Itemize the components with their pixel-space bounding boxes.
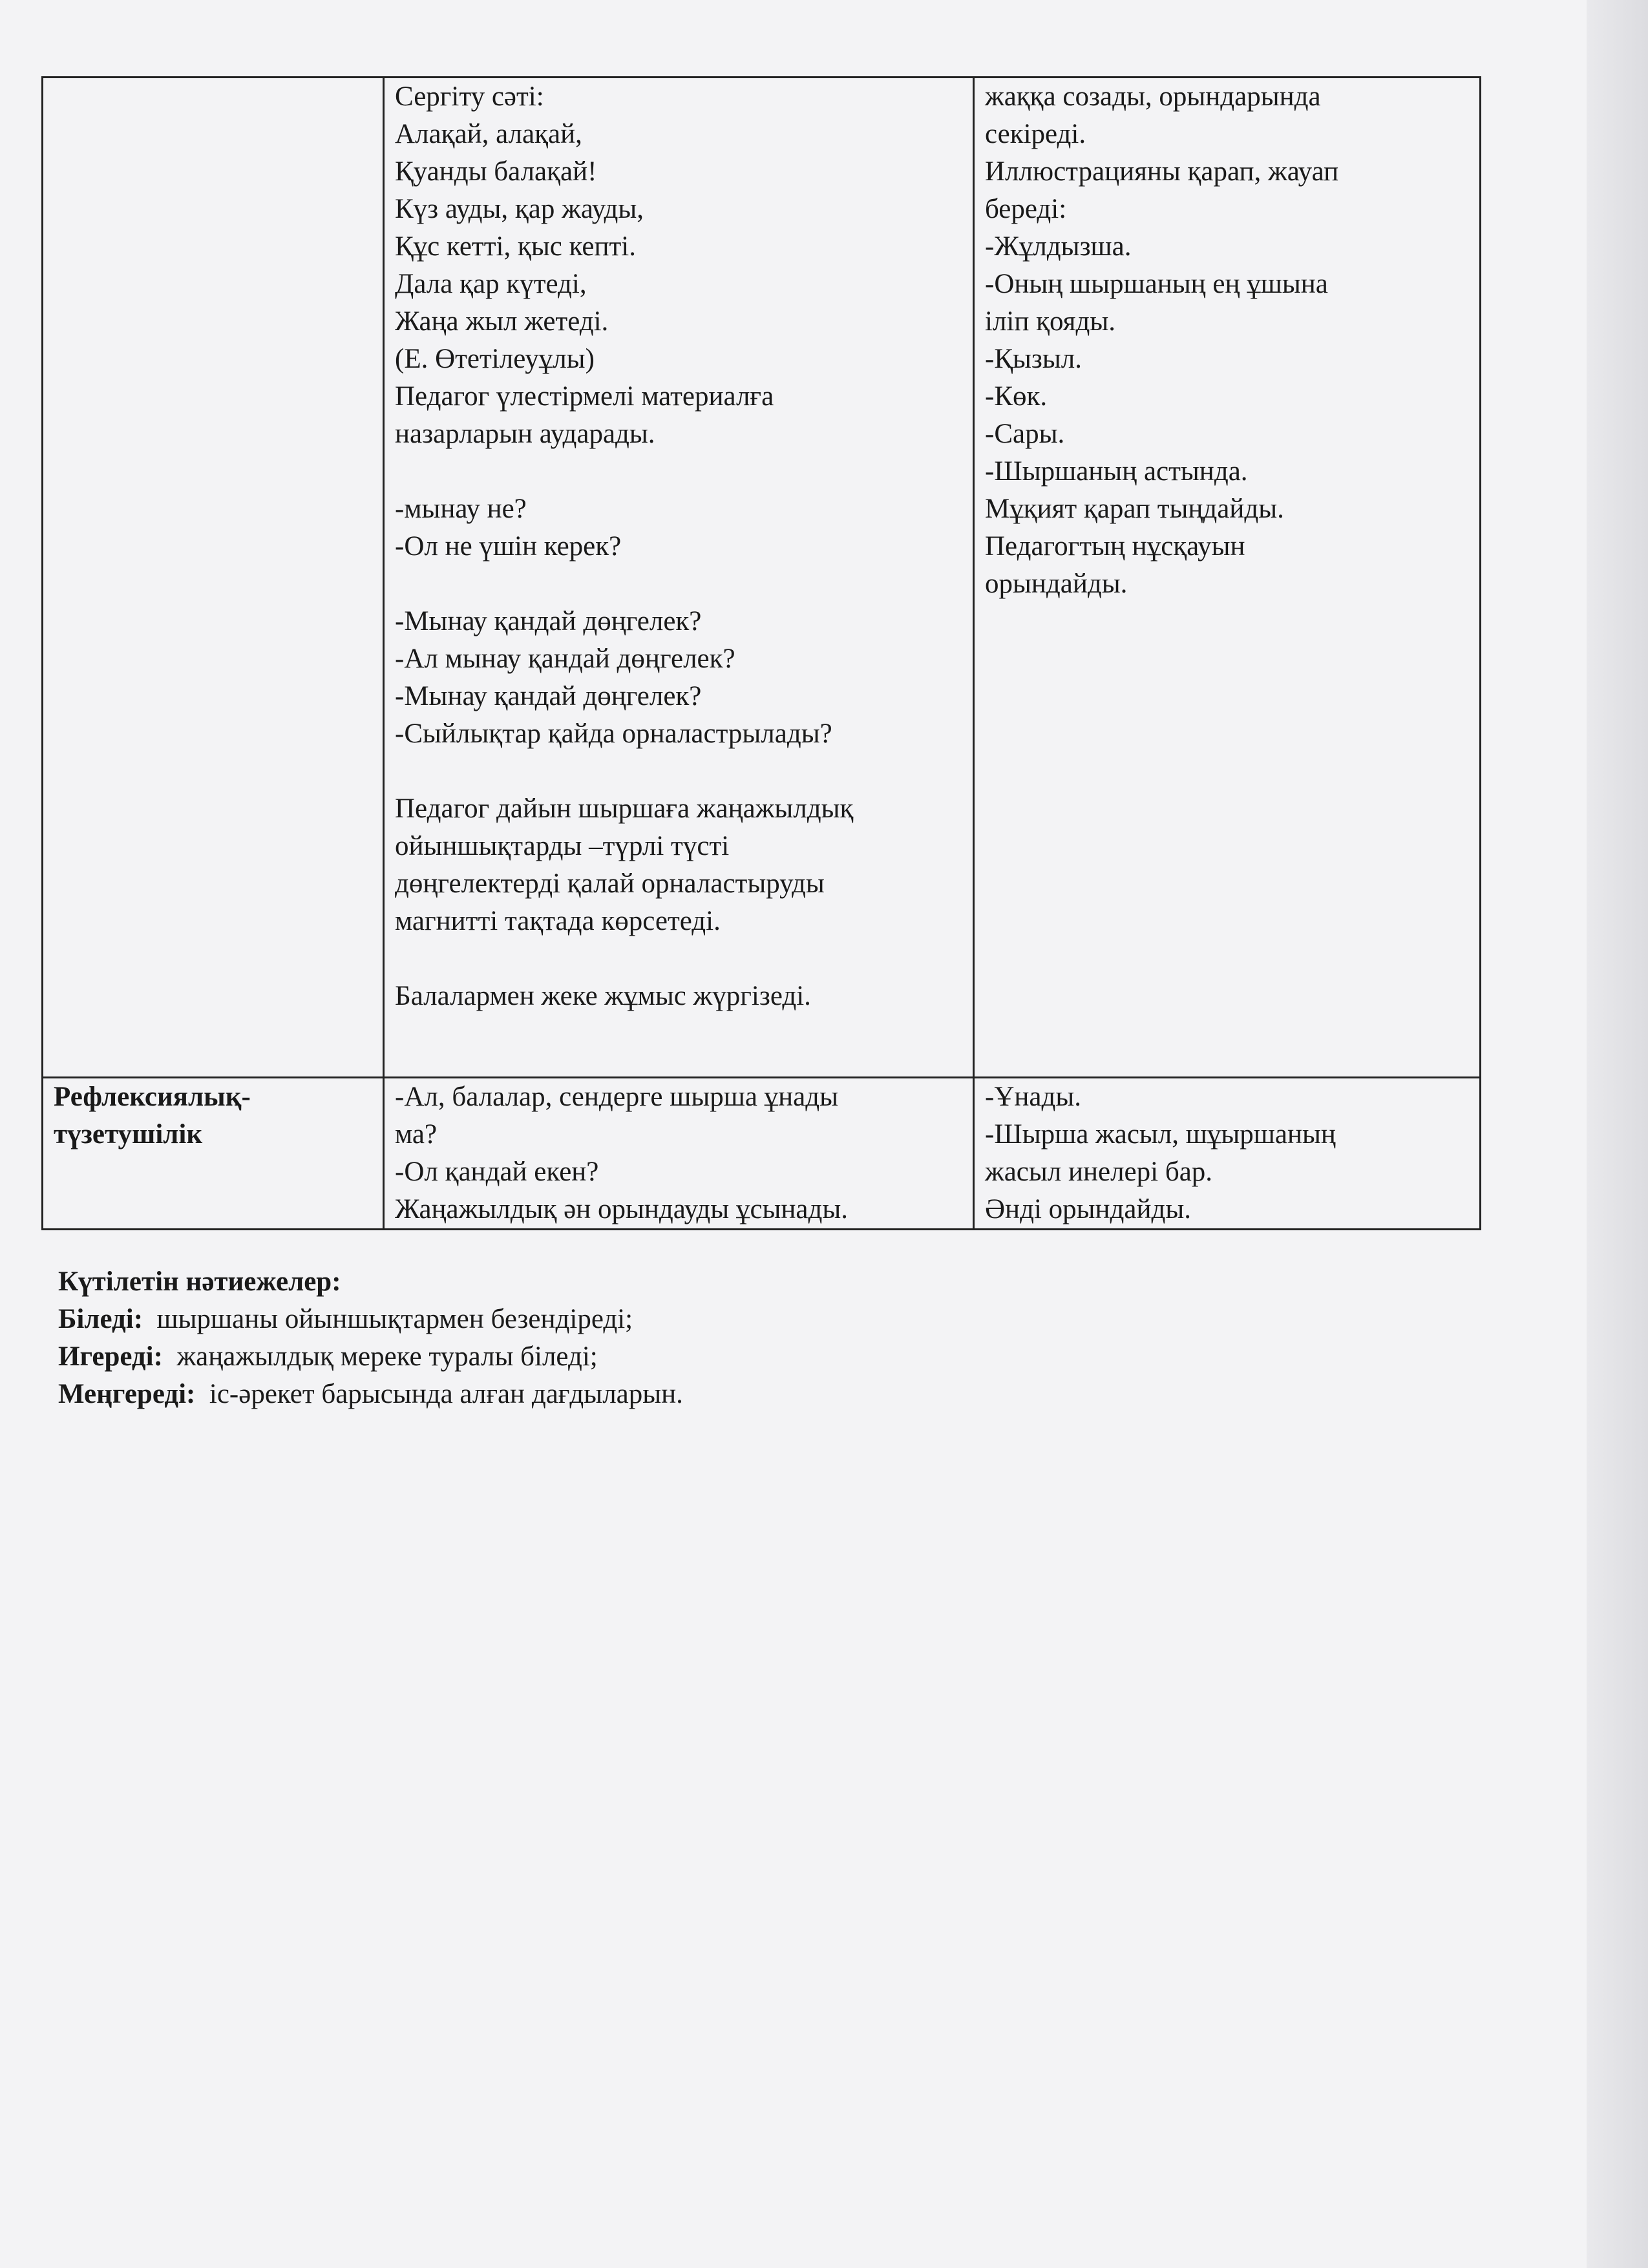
cell-line: Иллюстрацияны қарап, жауап bbox=[985, 156, 1339, 187]
expected-results bbox=[58, 1263, 683, 1413]
cell-line: Сергіту сәті: bbox=[395, 81, 544, 112]
stage-cell bbox=[43, 1078, 384, 1230]
cell-line bbox=[395, 753, 962, 790]
cell-line: -Жұлдызша. bbox=[985, 231, 1132, 262]
cell-line: -Мынау қандай дөңгелек? bbox=[395, 606, 702, 636]
cell-line: ма? bbox=[395, 1119, 438, 1150]
cell-line: -Ол қандай екен? bbox=[395, 1157, 599, 1187]
cell-line: жаққа созады, орындарында bbox=[985, 81, 1321, 112]
result-item bbox=[58, 1376, 683, 1413]
cell-line: -Шырша жасыл, шұыршаның bbox=[985, 1119, 1336, 1150]
cell-line: Рефлексиялық- bbox=[54, 1082, 251, 1112]
cell-line: -Қызыл. bbox=[985, 344, 1082, 374]
cell-line: Құс кетті, қыс кепті. bbox=[395, 231, 636, 262]
cell-line: жасыл инелері бар. bbox=[985, 1157, 1213, 1187]
result-text: шыршаны ойыншықтармен безендіреді; bbox=[156, 1304, 633, 1334]
cell-line: -Ұнады. bbox=[985, 1082, 1081, 1112]
cell-line: Дала қар күтеді, bbox=[395, 269, 587, 299]
cell-line: Әнді орындайды. bbox=[985, 1194, 1192, 1224]
cell-line: дөңгелектерді қалай орналастыруды bbox=[395, 868, 825, 899]
cell-line: Жаңа жыл жетеді. bbox=[395, 306, 609, 337]
cell-line bbox=[395, 940, 962, 978]
cell-line: Балалармен жеке жұмыс жүргізеді. bbox=[395, 981, 811, 1011]
cell-line: -Ал, балалар, сендерге шырша ұнады bbox=[395, 1082, 839, 1112]
teacher-cell bbox=[384, 78, 974, 1078]
cell-line: -Оның шыршаның ең ұшына bbox=[985, 269, 1328, 299]
cell-line: назарларын аударады. bbox=[395, 419, 655, 449]
result-item bbox=[58, 1301, 683, 1338]
cell-line: секіреді. bbox=[985, 119, 1086, 149]
table-row bbox=[43, 1078, 1481, 1230]
result-label: Игереді: bbox=[58, 1341, 163, 1372]
teacher-cell bbox=[384, 1078, 974, 1230]
lesson-table bbox=[41, 76, 1481, 1230]
cell-line: -мынау не? bbox=[395, 494, 527, 524]
cell-line: (Е. Өтетілеуұлы) bbox=[395, 344, 595, 374]
cell-line: іліп қояды. bbox=[985, 306, 1115, 337]
result-label: Меңгереді: bbox=[58, 1379, 196, 1409]
cell-line: Жаңажылдық ән орындауды ұсынады. bbox=[395, 1194, 849, 1224]
children-cell bbox=[974, 78, 1481, 1078]
cell-line: ойыншықтарды –түрлі түсті bbox=[395, 831, 730, 861]
cell-line bbox=[395, 565, 962, 603]
result-item bbox=[58, 1338, 683, 1376]
result-text: жаңажылдық мереке туралы біледі; bbox=[176, 1341, 598, 1372]
cell-line: Педагог үлестірмелі материалға bbox=[395, 381, 774, 412]
cell-line bbox=[395, 453, 962, 490]
cell-line: Мұқият қарап тыңдайды. bbox=[985, 494, 1284, 524]
result-text: іс-әрекет барысында алған дағдыларын. bbox=[209, 1379, 683, 1409]
cell-line: орындайды. bbox=[985, 569, 1128, 599]
table-row bbox=[43, 78, 1481, 1078]
cell-line: -Шыршаның астында. bbox=[985, 456, 1248, 487]
cell-line: -Көк. bbox=[985, 381, 1048, 412]
cell-line: Алақай, алақай, bbox=[395, 119, 582, 149]
children-cell bbox=[974, 1078, 1481, 1230]
cell-line: -Сыйлықтар қайда орналастрылады? bbox=[395, 719, 832, 749]
cell-line: Қуанды балақай! bbox=[395, 156, 597, 187]
stage-cell bbox=[43, 78, 384, 1078]
cell-line: Педагогтың нұсқауын bbox=[985, 531, 1245, 562]
results-heading: Күтілетін нәтиежелер: bbox=[58, 1266, 341, 1297]
cell-line: -Мынау қандай дөңгелек? bbox=[395, 681, 702, 711]
cell-line: -Сары. bbox=[985, 419, 1065, 449]
cell-line: Күз ауды, қар жауды, bbox=[395, 194, 644, 224]
cell-line: магнитті тақтада көрсетеді. bbox=[395, 906, 721, 936]
cell-line: береді: bbox=[985, 194, 1067, 224]
cell-line: түзетушілік bbox=[54, 1119, 203, 1150]
result-label: Біледі: bbox=[58, 1304, 143, 1334]
page-edge-shadow bbox=[1587, 0, 1648, 2268]
cell-line: Педагог дайын шыршаға жаңажылдық bbox=[395, 793, 854, 824]
cell-line: -Ал мынау қандай дөңгелек? bbox=[395, 644, 735, 674]
cell-line: -Ол не үшін керек? bbox=[395, 531, 622, 562]
